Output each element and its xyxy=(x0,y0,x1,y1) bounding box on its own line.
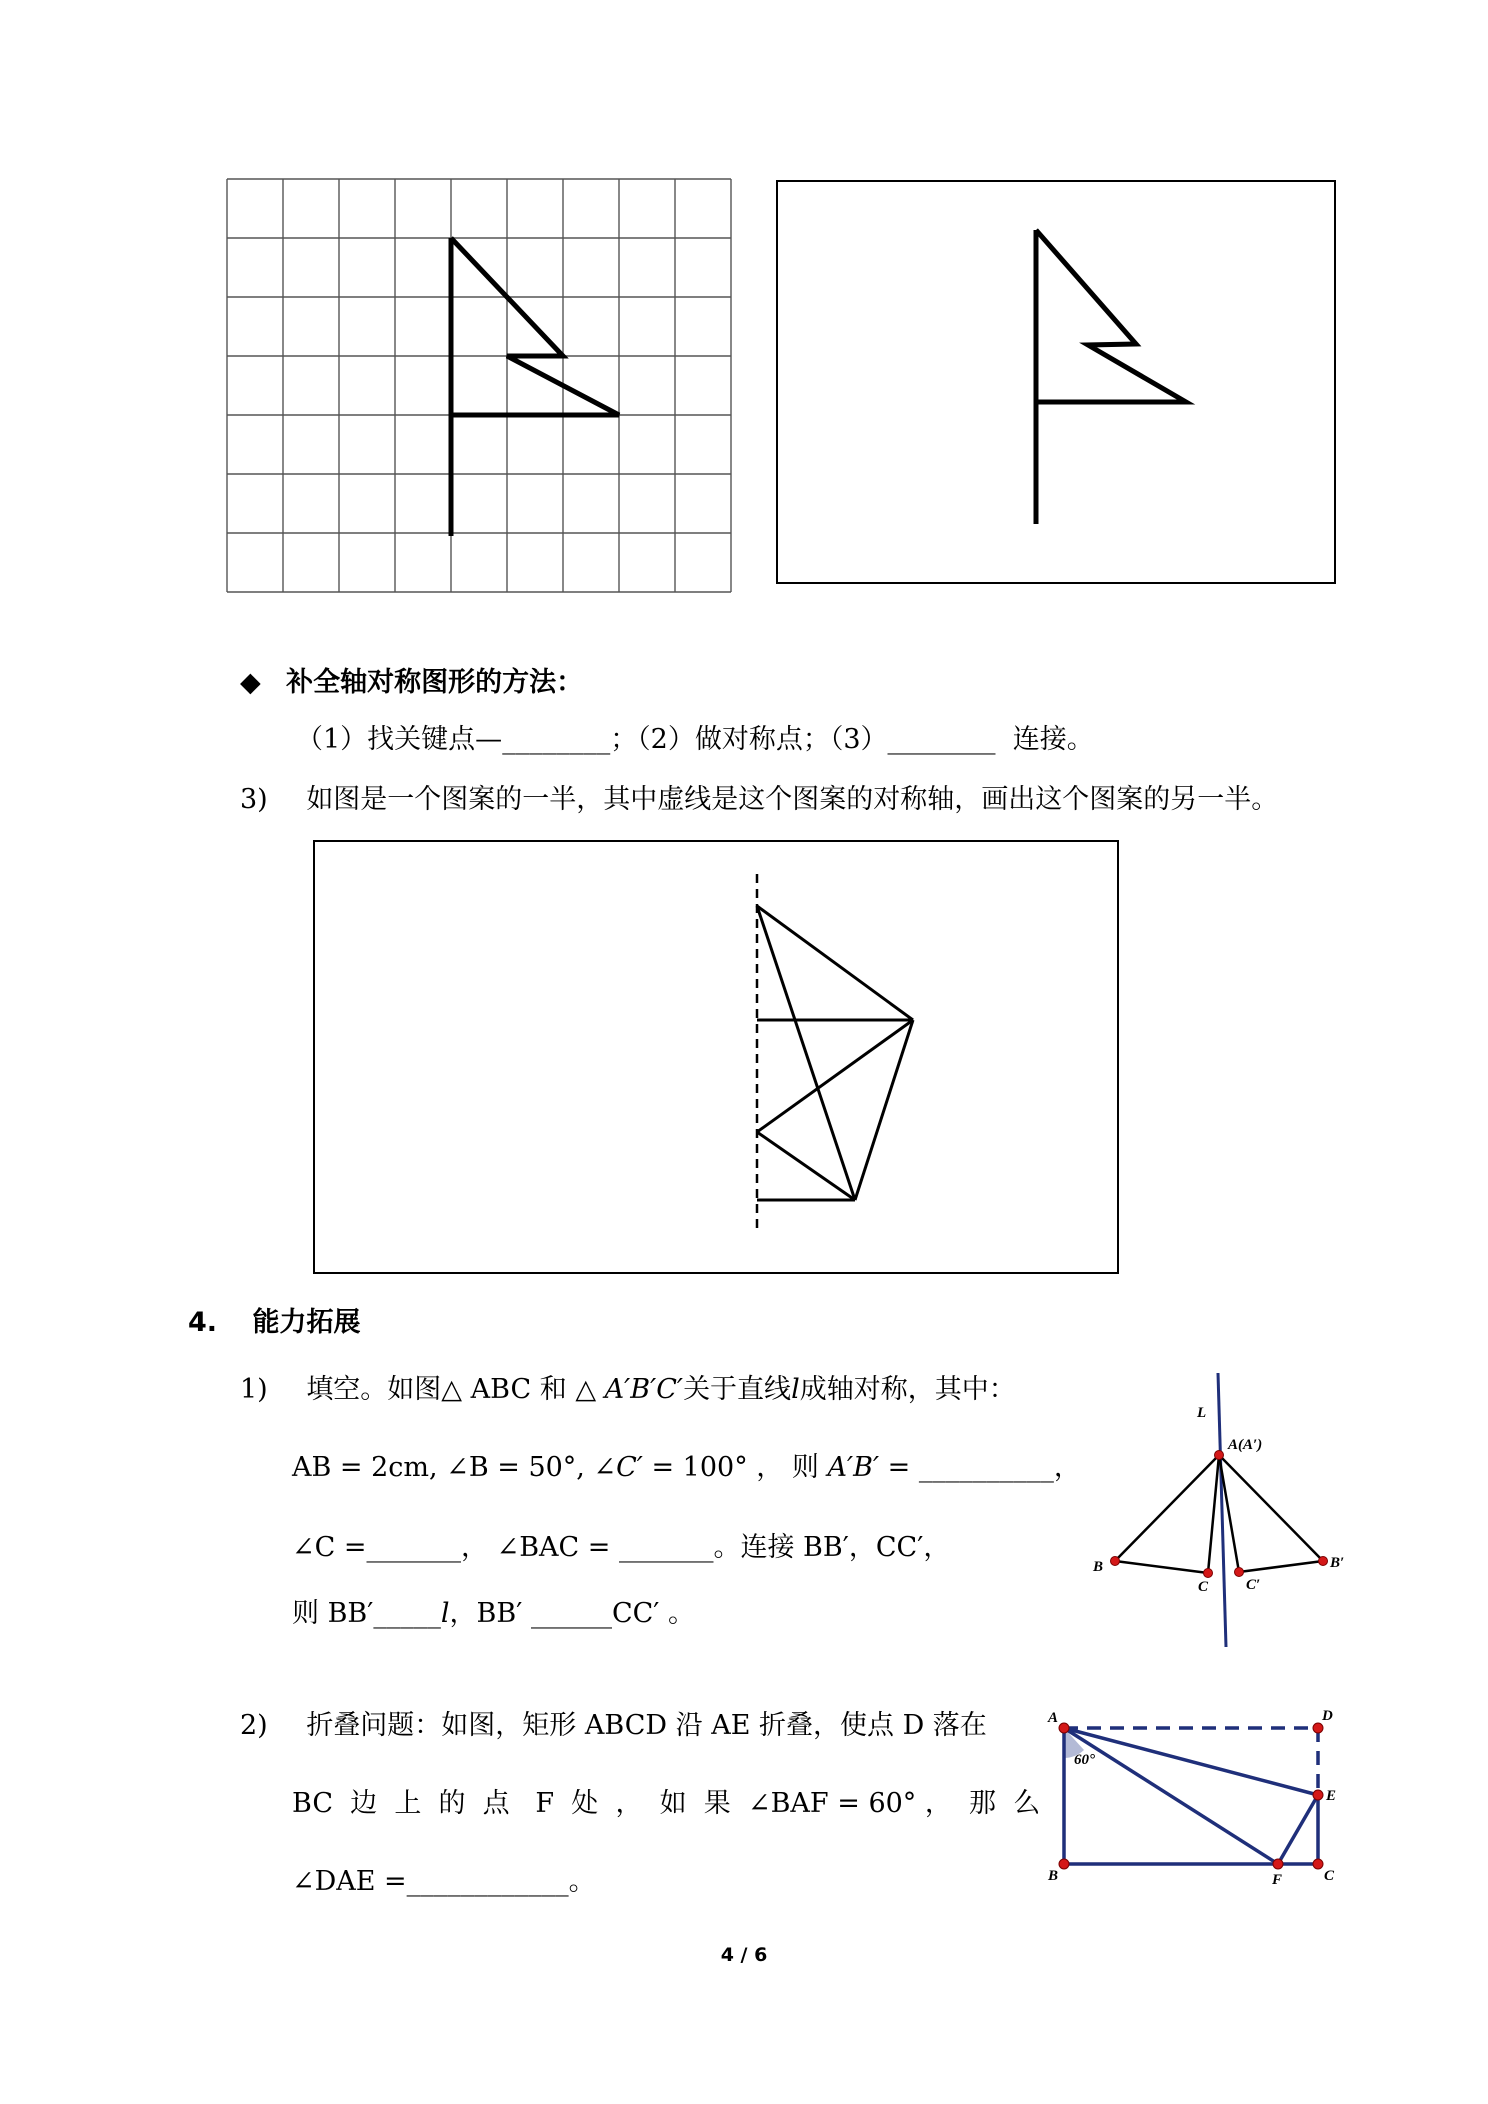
symmetry-half-figure xyxy=(313,840,1119,1274)
label-b: B xyxy=(1048,1868,1059,1884)
q4-2-rectangle-figure xyxy=(1040,1700,1340,1900)
label-c: C xyxy=(1198,1579,1209,1595)
q4-2-line2: BC 边 上 的 点 F 处 ， 如 果 ∠BAF = 60° ， 那 么 xyxy=(292,1788,1041,1819)
q4-1-line2: AB = 2cm, ∠B = 50°, ∠C′ = 100° ， 则 A′B′ = __________， xyxy=(292,1452,1081,1483)
label-b: B xyxy=(1093,1559,1104,1575)
grid-flag-figure xyxy=(226,178,736,596)
q4-2-line3: ∠DAE =____________。 xyxy=(292,1866,596,1897)
label-b-prime: B′ xyxy=(1330,1555,1345,1571)
label-f: F xyxy=(1272,1872,1283,1888)
section-heading: 补全轴对称图形的方法： xyxy=(286,667,584,698)
label-d: D xyxy=(1322,1708,1333,1724)
q3-number: 3) xyxy=(240,784,268,815)
q4-1-line4: 则 BB′_____l，BB′ ______CC′ 。 xyxy=(292,1598,695,1629)
q4-1-line3: ∠C =_______， ∠BAC = _______。连接 BB′，CC′， xyxy=(292,1532,951,1563)
flag-figure-right xyxy=(776,180,1336,584)
label-a: A(A′) xyxy=(1228,1437,1263,1453)
label-a: A xyxy=(1048,1710,1059,1726)
section4-title: 能力拓展 xyxy=(252,1307,361,1338)
angle-label: 60° xyxy=(1074,1752,1095,1768)
label-e: E xyxy=(1326,1788,1337,1804)
q4-1-triangle-figure xyxy=(1085,1365,1355,1655)
bullet-icon: ◆ xyxy=(240,667,261,698)
method-steps: （1）找关键点—________；（2）做对称点；（3）________ 连接。 xyxy=(296,724,1094,755)
blank-2[interactable]: ________ xyxy=(887,724,996,755)
q4-1-number: 1) xyxy=(240,1374,268,1405)
blank-1[interactable]: ________ xyxy=(502,724,611,755)
q3-text: 如图是一个图案的一半，其中虚线是这个图案的对称轴，画出这个图案的另一半。 xyxy=(306,784,1279,815)
label-c: C xyxy=(1324,1868,1335,1884)
flag-shape xyxy=(451,238,619,415)
label-c-prime: C′ xyxy=(1246,1577,1261,1593)
q4-2-line1: 折叠问题：如图，矩形 ABCD 沿 AE 折叠，使点 D 落在 xyxy=(306,1710,987,1741)
page-number: 4 / 6 xyxy=(720,1944,768,1966)
label-line-l: L xyxy=(1197,1405,1207,1421)
section4-number: 4. xyxy=(188,1307,218,1338)
q4-2-number: 2) xyxy=(240,1710,268,1741)
